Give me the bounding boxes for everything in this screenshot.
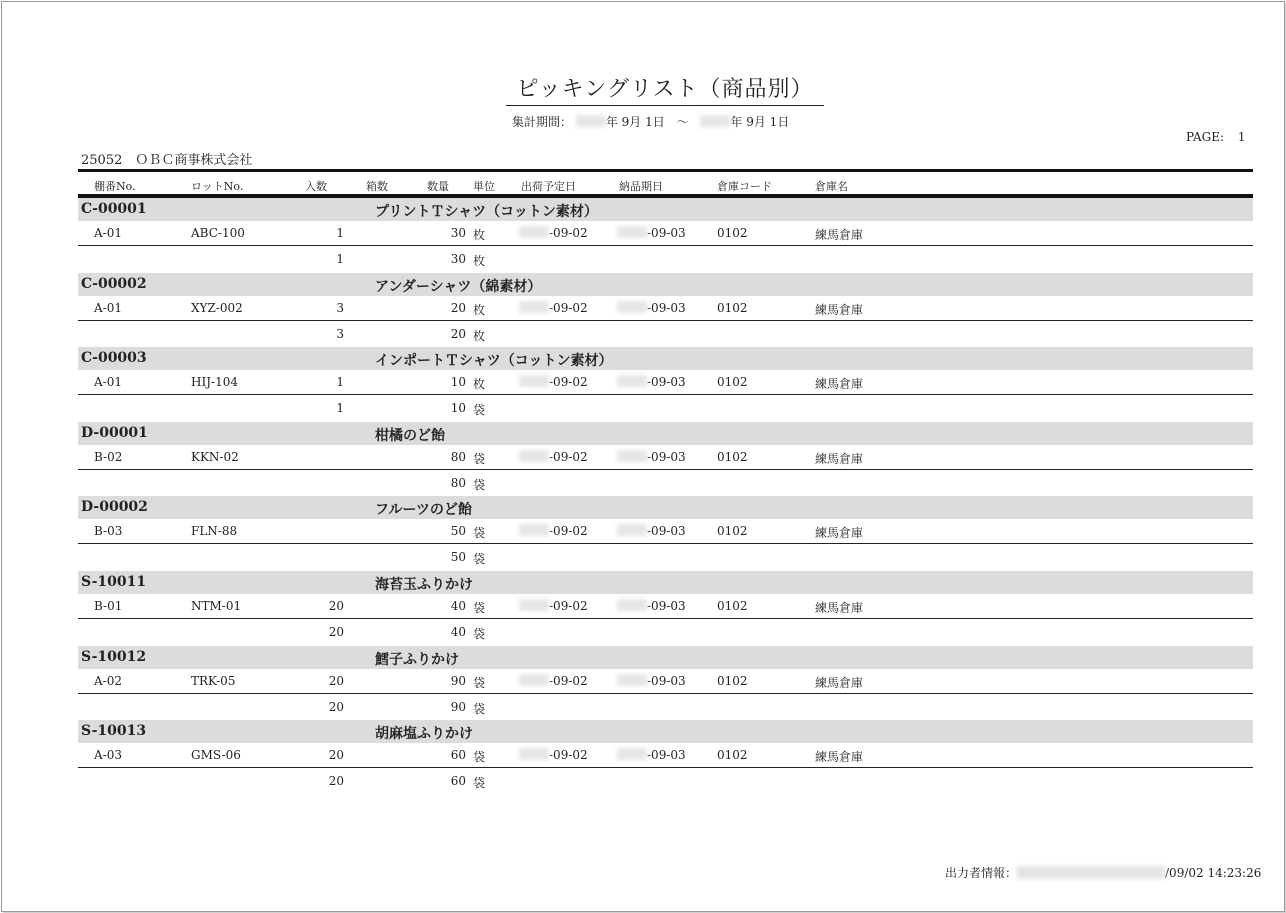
- subtotal-qty: 40: [450, 625, 466, 639]
- product-code: S-10012: [81, 649, 147, 665]
- product-name: 柑橘のど飴: [375, 428, 445, 444]
- irisu-value: 20: [328, 599, 344, 613]
- redacted-year: [617, 226, 647, 238]
- col-shelf: 棚番No.: [94, 180, 136, 193]
- company-name: 25052 ＯＢＣ商事株式会社: [81, 153, 253, 168]
- redacted-year: [617, 524, 647, 536]
- due-date: [617, 524, 686, 538]
- ship-date-value: -09-02: [549, 524, 588, 538]
- redacted-year: [617, 375, 647, 387]
- unit-value: 枚: [473, 228, 486, 242]
- irisu-value: 1: [336, 375, 344, 389]
- subtotal-unit: 枚: [473, 254, 486, 268]
- shelf-no: A-01: [94, 375, 122, 389]
- product-code: C-00003: [81, 350, 147, 366]
- qty-value: 20: [450, 301, 466, 315]
- product-name: 海苔玉ふりかけ: [375, 577, 473, 593]
- subtotal-unit: 袋: [473, 403, 486, 417]
- ship-date-value: -09-02: [549, 375, 588, 389]
- ship-date-value: -09-02: [549, 301, 588, 315]
- subtotal-qty: 20: [450, 327, 466, 341]
- row-separator: [78, 618, 1253, 619]
- redacted-year: [519, 674, 549, 686]
- warehouse-code: 0102: [717, 301, 748, 315]
- product-group-bar: [78, 198, 1253, 221]
- product-code: S-10013: [81, 723, 147, 739]
- ship-date-value: -09-02: [549, 748, 588, 762]
- subtotal-irisu: 3: [336, 327, 344, 341]
- subtotal-irisu: 1: [336, 252, 344, 266]
- due-date-value: -09-03: [647, 226, 686, 240]
- due-date: [617, 375, 686, 389]
- ship-date-value: -09-02: [549, 674, 588, 688]
- warehouse-name: 練馬倉庫: [815, 601, 864, 615]
- redacted-year: [519, 301, 549, 313]
- product-group-bar: [78, 273, 1253, 296]
- output-user-info: [945, 864, 1261, 881]
- ship-date: [519, 674, 588, 688]
- due-date-value: -09-03: [647, 375, 686, 389]
- product-code: C-00001: [81, 201, 147, 217]
- subtotal-qty: 50: [450, 550, 466, 564]
- footer-timestamp: /09/02 14:23:26: [1165, 866, 1262, 880]
- warehouse-name: 練馬倉庫: [815, 750, 864, 764]
- col-lot: ロットNo.: [191, 180, 244, 193]
- redacted-year: [519, 375, 549, 387]
- subtotal-unit: 袋: [473, 478, 486, 492]
- col-warehouse-name: 倉庫名: [815, 180, 848, 193]
- lot-no: TRK-05: [191, 674, 236, 688]
- subtotal-unit: 袋: [473, 702, 486, 716]
- irisu-value: 1: [336, 226, 344, 240]
- redacted-year: [519, 748, 549, 760]
- product-group-bar: [78, 496, 1253, 519]
- qty-value: 40: [450, 599, 466, 613]
- unit-value: 袋: [473, 452, 486, 466]
- due-date: [617, 674, 686, 688]
- ship-date: [519, 301, 588, 315]
- lot-no: FLN-88: [191, 524, 238, 538]
- period-to: 年 9月 1日: [730, 115, 790, 129]
- due-date: [617, 599, 686, 613]
- page-label: PAGE:: [1186, 130, 1225, 144]
- warehouse-name: 練馬倉庫: [815, 303, 864, 317]
- lot-no: HIJ-104: [191, 375, 238, 389]
- due-date: [617, 301, 686, 315]
- due-date: [617, 748, 686, 762]
- product-group-bar: [78, 646, 1253, 669]
- row-separator: [78, 543, 1253, 544]
- shelf-no: B-02: [94, 450, 123, 464]
- product-code: C-00002: [81, 276, 147, 292]
- redacted-year: [700, 115, 730, 127]
- warehouse-name: 練馬倉庫: [815, 228, 864, 242]
- warehouse-name: 練馬倉庫: [815, 377, 864, 391]
- due-date-value: -09-03: [647, 524, 686, 538]
- lot-no: KKN-02: [191, 450, 239, 464]
- warehouse-code: 0102: [717, 450, 748, 464]
- page-number: [1186, 130, 1246, 144]
- product-name: アンダーシャツ（綿素材）: [375, 279, 542, 295]
- ship-date-value: -09-02: [549, 226, 588, 240]
- product-name: 胡麻塩ふりかけ: [375, 726, 473, 742]
- unit-value: 枚: [473, 303, 486, 317]
- due-date-value: -09-03: [647, 674, 686, 688]
- subtotal-unit: 枚: [473, 329, 486, 343]
- footer-label: 出力者情報：: [945, 866, 1018, 880]
- ship-date: [519, 748, 588, 762]
- subtotal-qty: 10: [450, 401, 466, 415]
- subtotal-irisu: 1: [336, 401, 344, 415]
- qty-value: 10: [450, 375, 466, 389]
- shelf-no: A-02: [94, 674, 122, 688]
- subtotal-irisu: 20: [328, 774, 344, 788]
- warehouse-code: 0102: [717, 226, 748, 240]
- redacted-year: [617, 748, 647, 760]
- period-label: 集計期間：: [512, 115, 573, 129]
- ship-date: [519, 226, 588, 240]
- warehouse-code: 0102: [717, 375, 748, 389]
- aggregation-period: [512, 113, 789, 130]
- redacted-year: [519, 450, 549, 462]
- unit-value: 袋: [473, 750, 486, 764]
- irisu-value: 20: [328, 748, 344, 762]
- report-sheet: [1, 1, 1285, 912]
- ship-date: [519, 450, 588, 464]
- qty-value: 90: [450, 674, 466, 688]
- due-date-value: -09-03: [647, 450, 686, 464]
- irisu-value: 20: [328, 674, 344, 688]
- redacted-year: [519, 599, 549, 611]
- ship-date: [519, 524, 588, 538]
- lot-no: NTM-01: [191, 599, 242, 613]
- ship-date-value: -09-02: [549, 599, 588, 613]
- shelf-no: B-03: [94, 524, 123, 538]
- due-date: [617, 450, 686, 464]
- shelf-no: A-01: [94, 226, 122, 240]
- product-name: 鱈子ふりかけ: [375, 652, 459, 668]
- product-group-bar: [78, 347, 1253, 370]
- warehouse-name: 練馬倉庫: [815, 452, 864, 466]
- product-code: D-00002: [81, 499, 148, 515]
- row-separator: [78, 693, 1253, 694]
- qty-value: 80: [450, 450, 466, 464]
- col-irisu: 入数: [305, 180, 327, 193]
- warehouse-code: 0102: [717, 748, 748, 762]
- warehouse-code: 0102: [717, 674, 748, 688]
- lot-no: GMS-06: [191, 748, 241, 762]
- ship-date-value: -09-02: [549, 450, 588, 464]
- unit-value: 袋: [473, 676, 486, 690]
- unit-value: 袋: [473, 526, 486, 540]
- product-group-bar: [78, 422, 1253, 445]
- row-separator: [78, 394, 1253, 395]
- product-group-bar: [78, 571, 1253, 594]
- subtotal-irisu: 20: [328, 700, 344, 714]
- subtotal-unit: 袋: [473, 552, 486, 566]
- page-value: 1: [1237, 130, 1246, 144]
- row-separator: [78, 469, 1253, 470]
- subtotal-unit: 袋: [473, 776, 486, 790]
- product-name: インポートＴシャツ（コットン素材）: [375, 353, 613, 369]
- col-warehouse-code: 倉庫コード: [717, 180, 772, 193]
- period-from: 年 9月 1日: [605, 115, 665, 129]
- redacted-year: [617, 599, 647, 611]
- warehouse-code: 0102: [717, 599, 748, 613]
- subtotal-qty: 80: [450, 476, 466, 490]
- due-date-value: -09-03: [647, 748, 686, 762]
- redacted-user: [1017, 866, 1165, 879]
- report-title: ピッキングリスト（商品別）: [506, 72, 824, 106]
- redacted-year: [617, 301, 647, 313]
- qty-value: 30: [450, 226, 466, 240]
- shelf-no: A-03: [94, 748, 122, 762]
- irisu-value: 3: [336, 301, 344, 315]
- redacted-year: [519, 226, 549, 238]
- subtotal-qty: 90: [450, 700, 466, 714]
- subtotal-unit: 袋: [473, 627, 486, 641]
- row-separator: [78, 767, 1253, 768]
- warehouse-name: 練馬倉庫: [815, 676, 864, 690]
- lot-no: ABC-100: [191, 226, 245, 240]
- period-separator: ～: [676, 115, 689, 129]
- col-qty: 数量: [427, 180, 449, 193]
- qty-value: 60: [450, 748, 466, 762]
- redacted-year: [617, 674, 647, 686]
- product-code: S-10011: [81, 574, 147, 590]
- header-top-rule: [78, 169, 1253, 172]
- ship-date: [519, 599, 588, 613]
- col-ship-date: 出荷予定日: [521, 180, 576, 193]
- lot-no: XYZ-002: [191, 301, 243, 315]
- col-boxes: 箱数: [366, 180, 388, 193]
- subtotal-qty: 30: [450, 252, 466, 266]
- redacted-year: [519, 524, 549, 536]
- product-code: D-00001: [81, 425, 148, 441]
- warehouse-name: 練馬倉庫: [815, 526, 864, 540]
- unit-value: 袋: [473, 601, 486, 615]
- warehouse-code: 0102: [717, 524, 748, 538]
- qty-value: 50: [450, 524, 466, 538]
- due-date-value: -09-03: [647, 599, 686, 613]
- redacted-year: [576, 115, 606, 127]
- redacted-year: [617, 450, 647, 462]
- row-separator: [78, 245, 1253, 246]
- product-group-bar: [78, 720, 1253, 743]
- subtotal-qty: 60: [450, 774, 466, 788]
- col-due-date: 納品期日: [619, 180, 663, 193]
- col-unit: 単位: [473, 180, 495, 193]
- shelf-no: A-01: [94, 301, 122, 315]
- subtotal-irisu: 20: [328, 625, 344, 639]
- ship-date: [519, 375, 588, 389]
- row-separator: [78, 320, 1253, 321]
- due-date: [617, 226, 686, 240]
- due-date-value: -09-03: [647, 301, 686, 315]
- product-name: フルーツのど飴: [375, 502, 472, 518]
- unit-value: 枚: [473, 377, 486, 391]
- product-name: プリントＴシャツ（コットン素材）: [375, 204, 598, 220]
- shelf-no: B-01: [94, 599, 123, 613]
